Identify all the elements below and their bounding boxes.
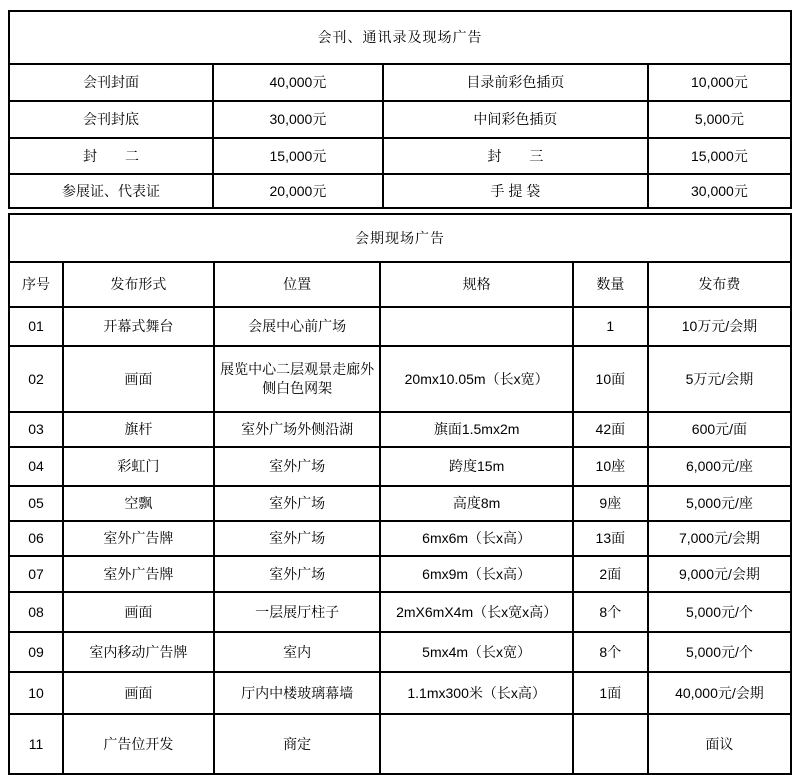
fee-cell: 7,000元/会期 [648, 521, 791, 556]
spec-cell: 5mx4m（长x宽） [380, 632, 572, 672]
spec-cell: 20mx10.05m（长x宽） [380, 346, 572, 412]
form-cell: 室外广告牌 [63, 521, 214, 556]
column-header-form: 发布形式 [63, 262, 214, 307]
form-cell: 彩虹门 [63, 447, 214, 486]
item-price: 30,000元 [648, 174, 791, 208]
serial-cell: 02 [9, 346, 63, 412]
form-cell: 广告位开发 [63, 714, 214, 774]
fee-cell: 40,000元/会期 [648, 672, 791, 714]
table-header-row [9, 262, 791, 307]
quantity-cell: 2面 [573, 556, 648, 592]
journal-directory-ad-table [8, 10, 792, 209]
column-header-quantity: 数量 [573, 262, 648, 307]
fee-cell: 10万元/会期 [648, 307, 791, 346]
spec-cell: 旗面1.5mx2m [380, 412, 572, 447]
quantity-cell: 1 [573, 307, 648, 346]
location-cell: 厅内中楼玻璃幕墙 [214, 672, 381, 714]
quantity-cell: 1面 [573, 672, 648, 714]
table-row [9, 672, 791, 714]
table-row [9, 101, 791, 138]
serial-cell: 05 [9, 486, 63, 521]
form-cell: 旗杆 [63, 412, 214, 447]
item-label: 手 提 袋 [383, 174, 648, 208]
table-row [9, 632, 791, 672]
serial-cell: 03 [9, 412, 63, 447]
fee-cell: 5,000元/座 [648, 486, 791, 521]
table1-title: 会刊、通讯录及现场广告 [9, 11, 791, 64]
item-price: 15,000元 [213, 138, 383, 174]
column-header-spec: 规格 [380, 262, 572, 307]
serial-cell: 07 [9, 556, 63, 592]
item-price: 5,000元 [648, 101, 791, 138]
serial-cell: 10 [9, 672, 63, 714]
serial-cell: 04 [9, 447, 63, 486]
item-label: 目录前彩色插页 [383, 64, 648, 101]
spec-cell: 1.1mx300米（长x高） [380, 672, 572, 714]
table-row [9, 556, 791, 592]
onsite-ad-table [8, 213, 792, 775]
form-cell: 空飘 [63, 486, 214, 521]
table-row [9, 346, 791, 412]
form-cell: 室内移动广告牌 [63, 632, 214, 672]
column-header-serial: 序号 [9, 262, 63, 307]
table-row [9, 521, 791, 556]
spec-cell: 跨度15m [380, 447, 572, 486]
spec-cell: 2mX6mX4m（长x宽x高） [380, 592, 572, 632]
spec-cell: 6mx9m（长x高） [380, 556, 572, 592]
fee-cell: 9,000元/会期 [648, 556, 791, 592]
fee-cell: 面议 [648, 714, 791, 774]
fee-cell: 5万元/会期 [648, 346, 791, 412]
serial-cell: 06 [9, 521, 63, 556]
table-row [9, 714, 791, 774]
column-header-fee: 发布费 [648, 262, 791, 307]
item-label: 会刊封面 [9, 64, 213, 101]
quantity-cell [573, 714, 648, 774]
location-cell: 室外广场 [214, 556, 381, 592]
table-row [9, 592, 791, 632]
table-row [9, 138, 791, 174]
item-label: 封 三 [383, 138, 648, 174]
quantity-cell: 10座 [573, 447, 648, 486]
spec-cell: 高度8m [380, 486, 572, 521]
form-cell: 开幕式舞台 [63, 307, 214, 346]
table-row [9, 486, 791, 521]
form-cell: 室外广告牌 [63, 556, 214, 592]
item-price: 20,000元 [213, 174, 383, 208]
location-cell: 室外广场 [214, 447, 381, 486]
location-cell: 室外广场外侧沿湖 [214, 412, 381, 447]
quantity-cell: 10面 [573, 346, 648, 412]
fee-cell: 600元/面 [648, 412, 791, 447]
location-cell: 商定 [214, 714, 381, 774]
quantity-cell: 8个 [573, 632, 648, 672]
location-cell: 一层展厅柱子 [214, 592, 381, 632]
quantity-cell: 13面 [573, 521, 648, 556]
spec-cell: 6mx6m（长x高） [380, 521, 572, 556]
table-row [9, 64, 791, 101]
fee-cell: 6,000元/座 [648, 447, 791, 486]
serial-cell: 11 [9, 714, 63, 774]
table-row [9, 174, 791, 208]
quantity-cell: 42面 [573, 412, 648, 447]
table-row [9, 412, 791, 447]
table2-title: 会期现场广告 [9, 214, 791, 262]
location-cell: 室外广场 [214, 486, 381, 521]
serial-cell: 09 [9, 632, 63, 672]
item-price: 40,000元 [213, 64, 383, 101]
item-label: 会刊封底 [9, 101, 213, 138]
location-cell: 室外广场 [214, 521, 381, 556]
item-label: 参展证、代表证 [9, 174, 213, 208]
serial-cell: 08 [9, 592, 63, 632]
location-cell: 室内 [214, 632, 381, 672]
item-label: 中间彩色插页 [383, 101, 648, 138]
table-title-row [9, 11, 791, 64]
spec-cell [380, 714, 572, 774]
form-cell: 画面 [63, 672, 214, 714]
fee-cell: 5,000元/个 [648, 632, 791, 672]
table-title-row [9, 214, 791, 262]
spec-cell [380, 307, 572, 346]
quantity-cell: 9座 [573, 486, 648, 521]
table-row [9, 447, 791, 486]
item-price: 15,000元 [648, 138, 791, 174]
form-cell: 画面 [63, 592, 214, 632]
item-price: 10,000元 [648, 64, 791, 101]
column-header-location: 位置 [214, 262, 381, 307]
quantity-cell: 8个 [573, 592, 648, 632]
serial-cell: 01 [9, 307, 63, 346]
table-row [9, 307, 791, 346]
form-cell: 画面 [63, 346, 214, 412]
item-price: 30,000元 [213, 101, 383, 138]
location-cell: 展览中心二层观景走廊外侧白色网架 [214, 346, 381, 412]
fee-cell: 5,000元/个 [648, 592, 791, 632]
location-cell: 会展中心前广场 [214, 307, 381, 346]
item-label: 封 二 [9, 138, 213, 174]
